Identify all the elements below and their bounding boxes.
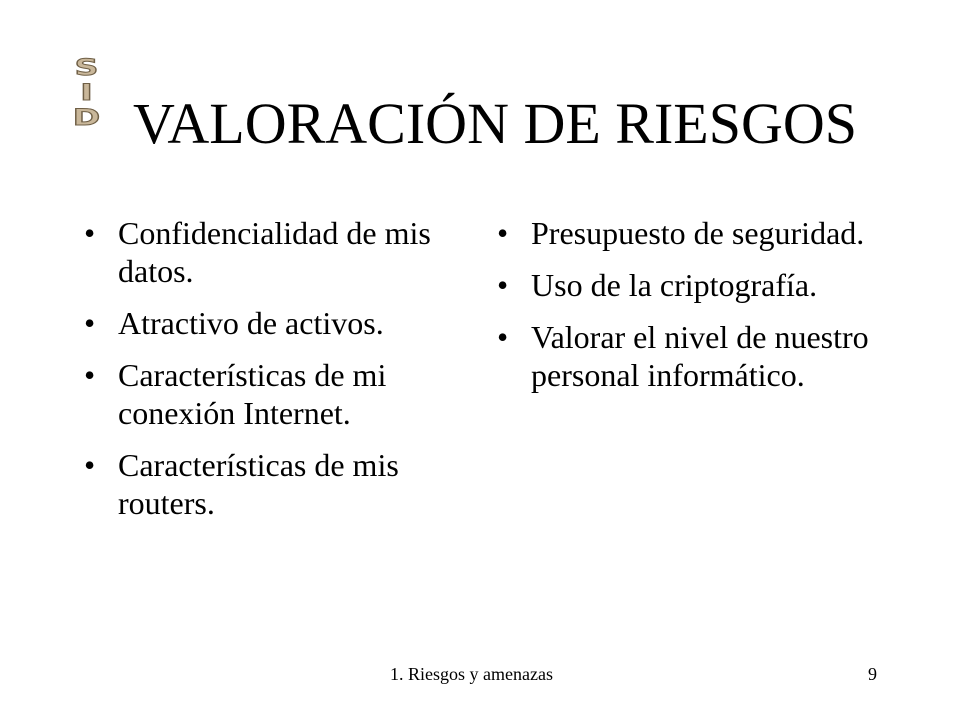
- left-bullet-list: [84, 214, 464, 536]
- right-bullet-list: [497, 214, 897, 408]
- logo-letter-i: I: [80, 81, 96, 106]
- logo-letter-d: D: [72, 106, 104, 131]
- list-item: [497, 266, 897, 304]
- bullet-icon: •: [497, 267, 509, 303]
- bullet-text: Valorar el nivel de nuestro personal informático.: [531, 319, 869, 393]
- bullet-icon: •: [497, 319, 509, 355]
- list-item: [84, 356, 464, 432]
- bullet-text: Características de mis routers.: [118, 447, 399, 521]
- list-item: [497, 318, 897, 394]
- bullet-text: Uso de la criptografía.: [531, 267, 818, 303]
- bullet-text: Confidencialidad de mis datos.: [118, 215, 431, 289]
- bullet-text: Presupuesto de seguridad.: [531, 215, 865, 251]
- list-item: [497, 214, 897, 252]
- bullet-icon: •: [84, 357, 96, 393]
- bullet-icon: •: [84, 215, 96, 251]
- bullet-text: Características de mi conexión Internet.: [118, 357, 387, 431]
- footer-section-label: 1. Riesgos y amenazas: [390, 664, 553, 684]
- bullet-icon: •: [84, 305, 96, 341]
- bullet-icon: •: [84, 447, 96, 483]
- slide-title: VALORACIÓN DE RIESGOS: [133, 91, 857, 156]
- footer-page-number: 9: [868, 664, 877, 684]
- list-item: [84, 446, 464, 522]
- list-item: [84, 304, 464, 342]
- bullet-icon: •: [497, 215, 509, 251]
- list-item: [84, 214, 464, 290]
- bullet-text: Atractivo de activos.: [118, 305, 384, 341]
- logo-letter-s: S: [74, 56, 102, 81]
